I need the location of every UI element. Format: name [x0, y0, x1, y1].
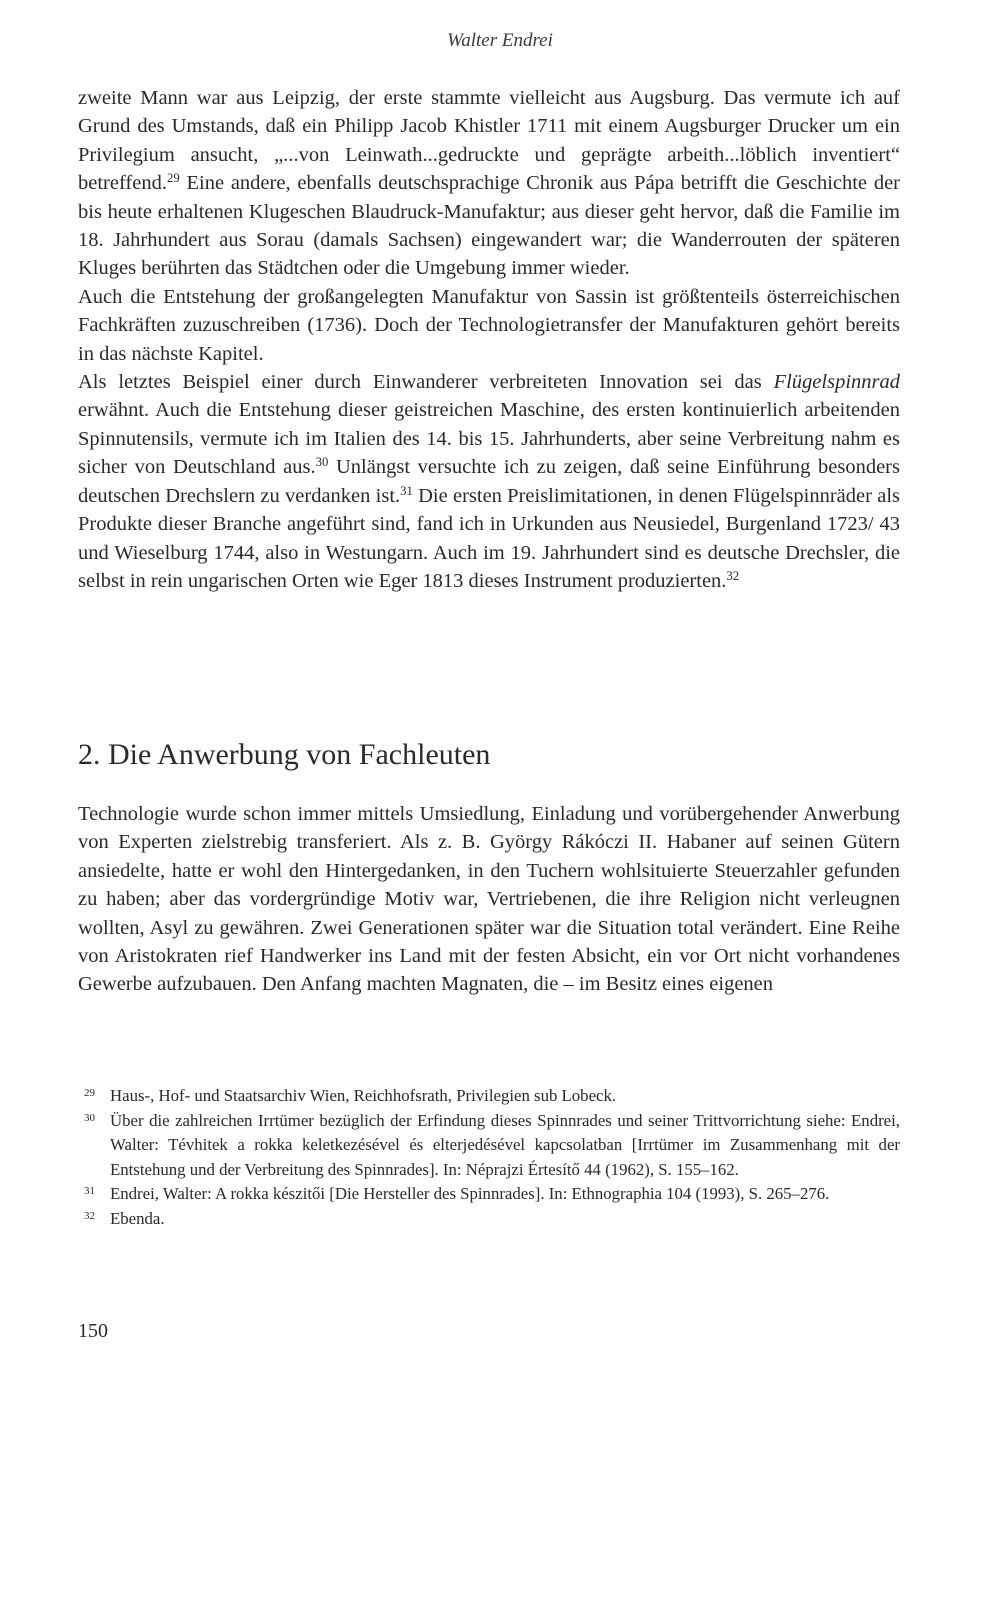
footnote-ref-29: 29: [166, 171, 180, 186]
section-body: [78, 800, 900, 999]
page-number: 150: [78, 1320, 108, 1342]
footnote-ref-30: 30: [315, 455, 329, 470]
footnotes: [78, 1084, 900, 1231]
footnote-number: 29: [84, 1087, 95, 1099]
paragraph-3-text-c: Unlängst versuchte ich zu zeigen, daß seine Einführung besonders deutschen Drechslern zu verdanken ist.: [78, 456, 900, 507]
footnote-32: [78, 1207, 900, 1232]
paragraph-1: [78, 84, 900, 283]
section-paragraph: Technologie wurde schon immer mittels Umsiedlung, Einladung und vorübergehender Anwerbung von Experten zielstrebig transferiert. Als z. B. György Rákóczi II. Habaner auf seinen Gütern ansiedelte, hatte er wohl den Hintergedanken, in den Tuchern wohlsituierte Steuerzahler gefunden zu haben; aber das vordergründige Motiv war, Vertriebenen, die ihre Religion nicht verleugnen wollten, Asyl zu gewähren. Zwei Generationen später war die Situation total verändert. Eine Reihe von Aristokraten rief Handwerker ins Land mit der festen Absicht, ein vor Ort nicht vorhandenes Gewerbe aufzubauen. Den Anfang machten Magnaten, die – im Besitz eines eigenen: [78, 803, 900, 996]
running-head: Walter Endrei: [447, 30, 553, 51]
footnote-31: [78, 1182, 900, 1207]
section-heading: 2. Die Anwerbung von Fachleuten: [78, 738, 491, 771]
italic-term: Flügelspinnrad: [773, 371, 900, 394]
footnote-number: 31: [84, 1185, 95, 1197]
paragraph-3-text-d: Die ersten Preislimitationen, in denen Flügelspinnräder als Produkte dieser Branche angeführt sind, fand ich in Urkunden aus Neusiedel, Burgenland 1723/ 43 und Wieselburg 1744, also in Westungarn. Auch im 19. Jahrhundert sind es deutsche Drechsler, die selbst in rein ungarischen Orten wie Eger 1813 dieses Instrument produzierten.: [78, 484, 900, 592]
footnote-text: Haus-, Hof- und Staatsarchiv Wien, Reichhofsrath, Privilegien sub Lobeck.: [110, 1086, 617, 1105]
paragraph-1-text-b: Eine andere, ebenfalls deutschsprachige Chronik aus Pápa betrifft die Geschichte der bis heute erhaltenen Klugeschen Blaudruck-Manufaktur; aus dieser geht hervor, daß die Familie im 18. Jahrhundert aus Sorau (damals Sachsen) eingewandert war; die Wanderrouten der späteren Kluges berührten das Städtchen oder die Umgebung immer wieder.: [78, 172, 900, 280]
paragraph-3-text-b: erwähnt. Auch die Entstehung dieser geistreichen Maschine, des ersten kontinuierlich arbeitenden Spinnutensils, vermute ich im Italien des 14. bis 15. Jahrhunderts, aber seine Verbreitung nahm es sicher von Deutschland aus.: [78, 399, 900, 479]
footnote-number: 32: [84, 1209, 95, 1222]
footnote-29: [78, 1084, 900, 1109]
footnote-ref-31: 31: [400, 483, 413, 498]
footnote-text: Endrei, Walter: A rokka készitői [Die Hersteller des Spinnrades]. In: Ethnographia 104 (1993), S. 265–276.: [110, 1184, 830, 1203]
footnote-30: [78, 1109, 900, 1183]
paragraph-3: [78, 368, 900, 595]
paragraph-1-text-a: zweite Mann war aus Leipzig, der erste stammte vielleicht aus Augsburg. Das vermute ich auf Grund des Umstands, daß ein Philipp Jacob Khistler 1711 mit einem Augsburger Drucker um ein Privilegium ansucht, „...von Leinwath...gedruckte und geprägte arbeith...löblich inventiert“ betreffend.: [78, 87, 900, 195]
paragraph-2: Auch die Entstehung der großangelegten Manufaktur von Sassin ist größtenteils österreichischen Fachkräften zuzuschreiben (1736). Doch der Technologietransfer der Manufakturen gehört bereits in das nächste Kapitel.: [78, 285, 900, 365]
footnote-number: 30: [84, 1111, 95, 1124]
paragraph-3-text-a: Als letztes Beispiel einer durch Einwanderer verbreiteten Innovation sei das: [78, 371, 774, 394]
footnote-text: Über die zahlreichen Irrtümer bezüglich der Erfindung dieses Spinnrades und seiner Trittvorrichtung siehe: Endrei, Walter: Tévhitek a rokka keletkezésével és elterjedésével kapcsolatban [Irrtümer im Zusammenhang mit der Entstehung und der Verbreitung des Spinnrades]. In: Néprajzi Értesítő 44 (1962), S. 155–162.: [110, 1110, 900, 1179]
body-text: [78, 84, 900, 595]
footnote-ref-32: 32: [726, 568, 740, 583]
footnote-text: Ebenda.: [110, 1208, 165, 1228]
